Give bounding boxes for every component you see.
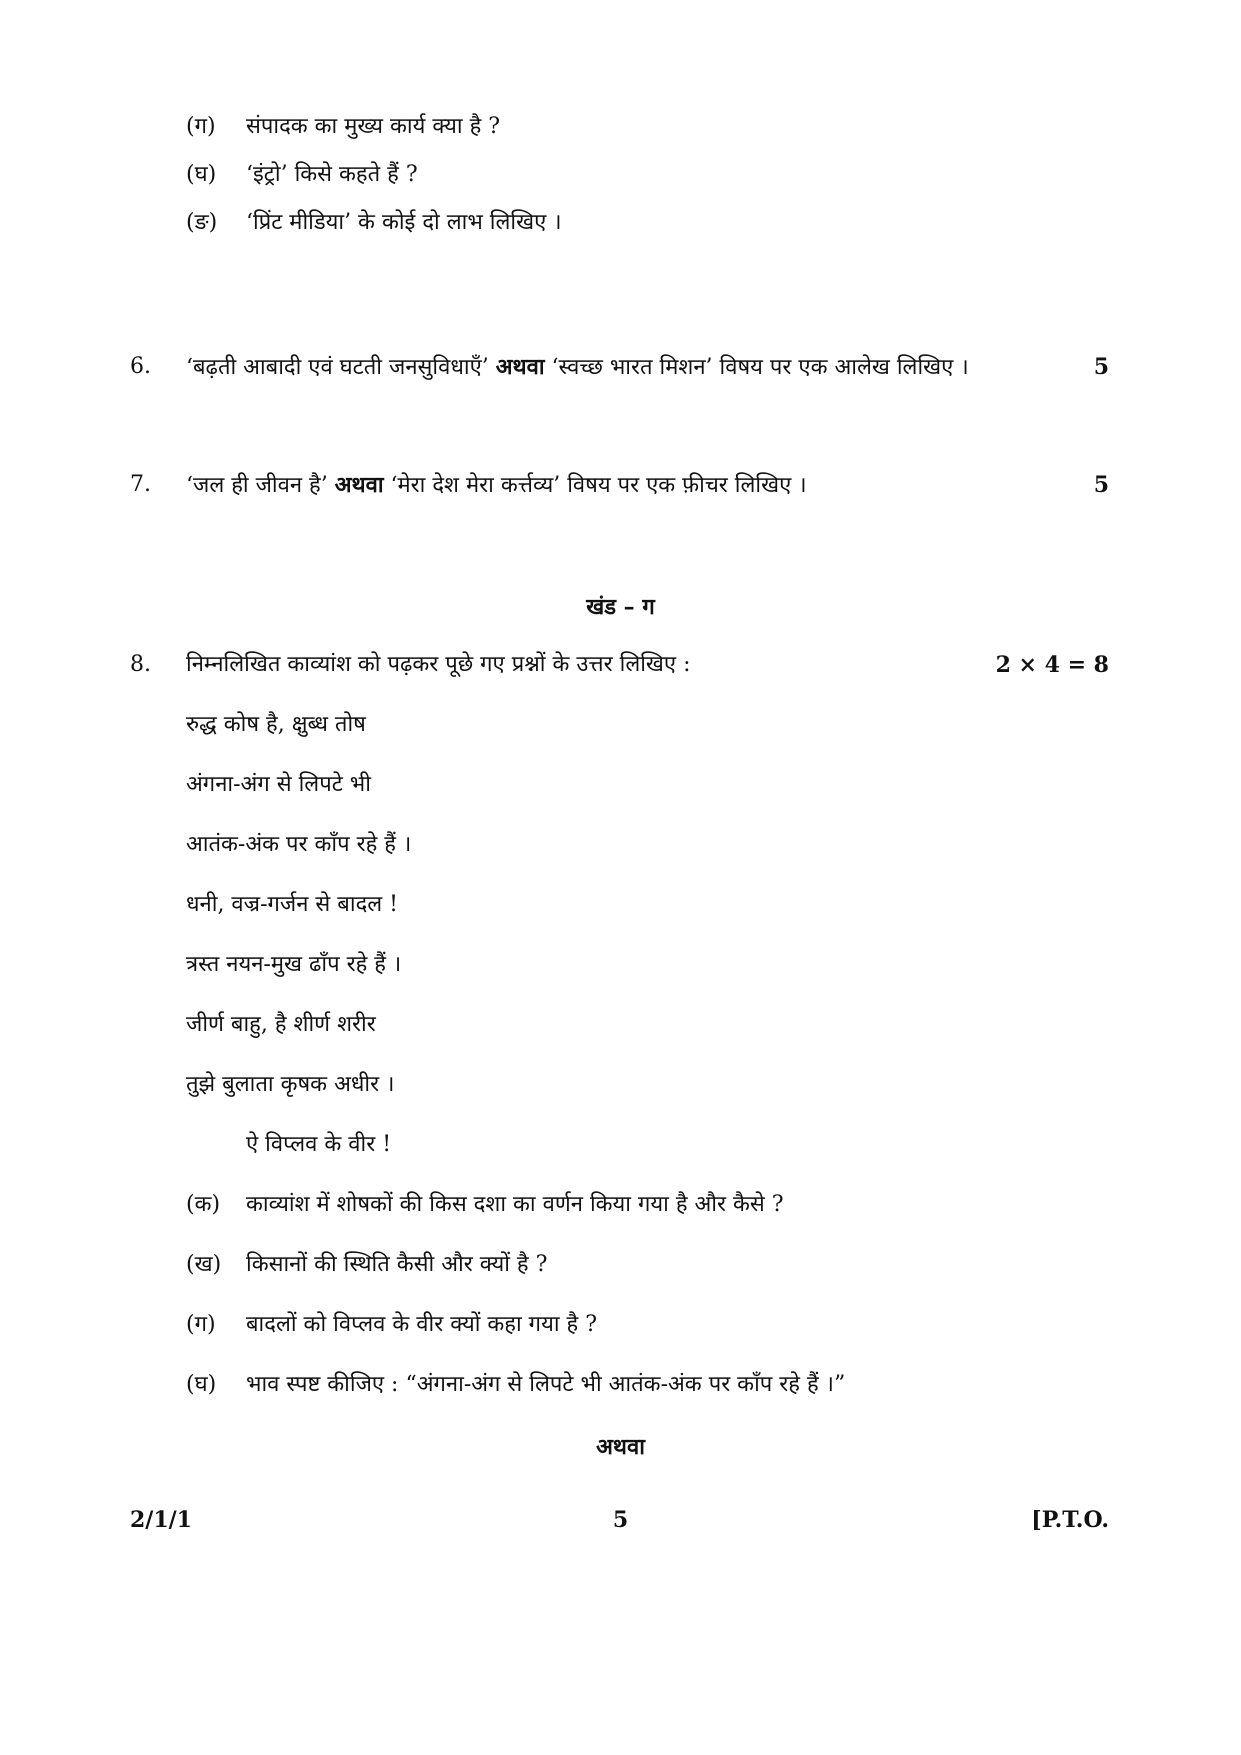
q7-topic-2: ‘मेरा देश मेरा कर्त्तव्य’ विषय पर एक फ़ीचर लिखिए । bbox=[390, 473, 807, 498]
poem-line: अंगना-अंग से लिपटे भी bbox=[186, 772, 371, 797]
q8-part-kh-label: (ख) bbox=[186, 1252, 222, 1277]
q5-part-gh-label: (घ) bbox=[186, 162, 217, 187]
q8-part-k-text: काव्यांश में शोषकों की किस दशा का वर्णन किया गया है और कैसे ? bbox=[246, 1192, 784, 1217]
q8-part-gh-text: भाव स्पष्ट कीजिए : “अंगना-अंग से लिपटे भी आतंक-अंक पर काँप रहे हैं ।” bbox=[246, 1372, 846, 1397]
poem-line: धनी, वज्र-गर्जन से बादल ! bbox=[186, 892, 398, 917]
q5-part-gh-text: ‘इंट्रो’ किसे कहते हैं ? bbox=[246, 162, 418, 187]
q8-part-g-text: बादलों को विप्लव के वीर क्यों कहा गया है ? bbox=[246, 1312, 597, 1337]
q6-number: 6. bbox=[130, 354, 151, 379]
q8-marks: 2 × 4 = 8 bbox=[995, 652, 1109, 678]
q7-marks: 5 bbox=[1093, 472, 1109, 498]
q6-topic-1: ‘बढ़ती आबादी एवं घटती जनसुविधाएँ’ bbox=[186, 355, 489, 380]
q5-part-g-label: (ग) bbox=[186, 114, 216, 139]
q8-part-k-label: (क) bbox=[186, 1192, 221, 1217]
q8-number: 8. bbox=[130, 652, 151, 677]
page-number: 5 bbox=[612, 1507, 629, 1533]
q5-part-ng-label: (ङ) bbox=[186, 210, 218, 235]
q6-marks: 5 bbox=[1093, 354, 1109, 380]
q8-instruction: निम्नलिखित काव्यांश को पढ़कर पूछे गए प्रश्नों के उत्तर लिखिए : bbox=[186, 652, 691, 677]
q8-part-kh-text: किसानों की स्थिति कैसी और क्यों है ? bbox=[246, 1252, 548, 1277]
q7-text bbox=[186, 470, 807, 501]
poem-line: आतंक-अंक पर काँप रहे हैं । bbox=[186, 832, 412, 857]
q7-or: अथवा bbox=[334, 472, 384, 498]
poem-line: तुझे बुलाता कृषक अधीर । bbox=[186, 1072, 395, 1097]
q8-part-gh-label: (घ) bbox=[186, 1372, 217, 1397]
q7-topic-1: ‘जल ही जीवन है’ bbox=[186, 473, 328, 498]
poem-line: रुद्ध कोष है, क्षुब्ध तोष bbox=[186, 712, 366, 737]
pto-marker: [P.T.O. bbox=[1031, 1507, 1109, 1533]
q5-part-ng-text: ‘प्रिंट मीडिया’ के कोई दो लाभ लिखिए । bbox=[246, 210, 562, 235]
poem-line: जीर्ण बाहु, है शीर्ण शरीर bbox=[186, 1012, 376, 1037]
section-heading: खंड – ग bbox=[586, 594, 655, 620]
q5-part-g-text: संपादक का मुख्य कार्य क्या है ? bbox=[246, 114, 501, 139]
paper-code: 2/1/1 bbox=[130, 1507, 192, 1533]
poem-line: ऐ विप्लव के वीर ! bbox=[246, 1132, 392, 1157]
q6-topic-2: ‘स्वच्छ भारत मिशन’ विषय पर एक आलेख लिखिए । bbox=[551, 355, 969, 380]
poem-line: त्रस्त नयन-मुख ढाँप रहे हैं । bbox=[186, 952, 402, 977]
q7-number: 7. bbox=[130, 472, 151, 497]
or-separator: अथवा bbox=[596, 1434, 645, 1460]
q6-or: अथवा bbox=[495, 354, 545, 380]
q6-text bbox=[186, 352, 969, 383]
q8-part-g-label: (ग) bbox=[186, 1312, 216, 1337]
